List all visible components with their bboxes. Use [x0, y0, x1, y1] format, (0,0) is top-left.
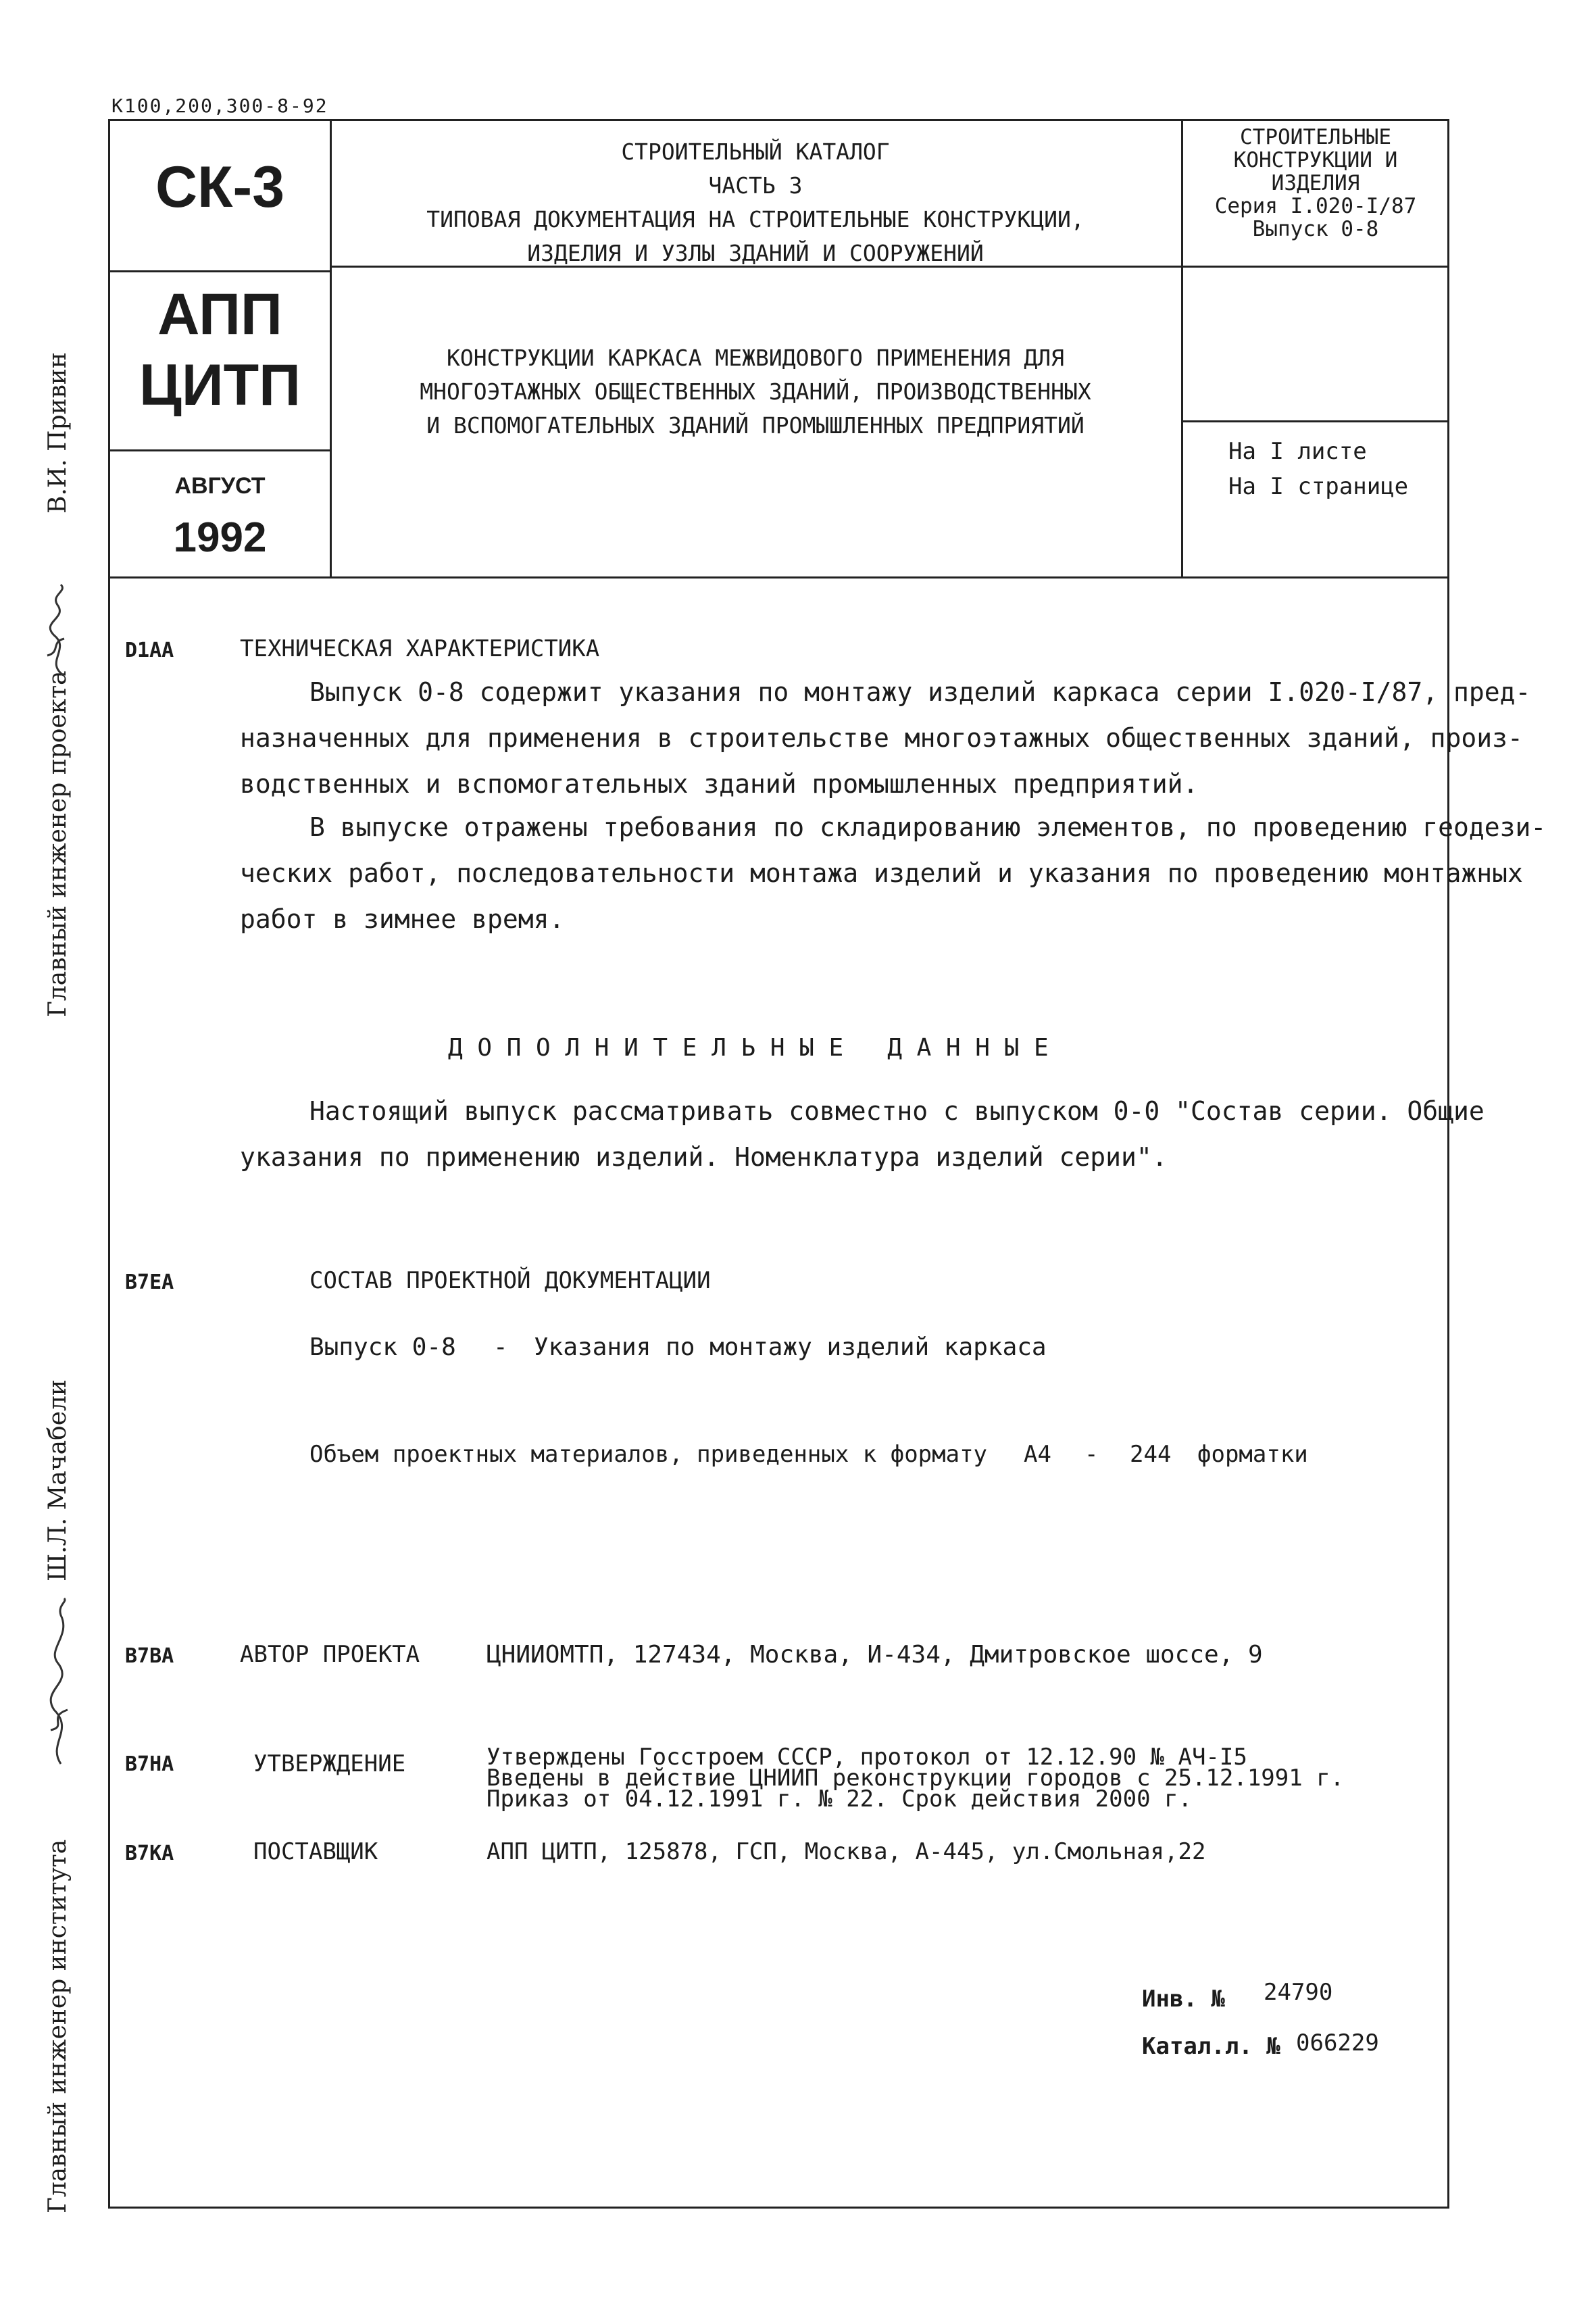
stamp-month: АВГУСТ — [174, 473, 266, 499]
section-code-supplier: В7КА — [125, 1842, 174, 1865]
title-line: И ВСПОМОГАТЕЛЬНЫХ ЗДАНИЙ ПРОМЫШЛЕННЫХ ПРЕДПРИЯТИЙ — [426, 412, 1084, 439]
section-code-approval: В7НА — [125, 1752, 174, 1776]
section-code-author: В7ВА — [125, 1644, 174, 1668]
frame-bottom — [108, 2207, 1449, 2209]
stamp-org-line2: ЦИТП — [139, 353, 301, 418]
sheets-line — [1181, 420, 1449, 422]
stamp-ck: СК-3 — [155, 155, 285, 220]
title-line: МНОГОЭТАЖНЫХ ОБЩЕСТВЕННЫХ ЗДАНИЙ, ПРОИЗВОДСТВЕННЫХ — [420, 378, 1091, 405]
text-line: Приказ от 04.12.1991 г. № 22. Срок действия 2000 г. — [487, 1786, 1192, 1813]
catalog-block — [332, 135, 1178, 270]
stamp-line-1 — [108, 270, 331, 272]
catalog-line: ТИПОВАЯ ДОКУМЕНТАЦИЯ НА СТРОИТЕЛЬНЫЕ КОНСТРУКЦИИ, — [426, 206, 1084, 232]
tech-heading: ТЕХНИЧЕСКАЯ ХАРАКТЕРИСТИКА — [240, 635, 600, 662]
stamp-org-line1: АПП — [157, 282, 282, 347]
side-label-chief-engineer-project: Главный инженер проекта — [44, 670, 72, 1017]
volume-format: А4 — [1024, 1441, 1051, 1468]
text-line: Настоящий выпуск рассматривать совместно с выпуском 0-0 "Состав серии. Общие — [309, 1096, 1485, 1126]
issue-description: Указания по монтажу изделий каркаса — [534, 1333, 1047, 1361]
catalog-line: СТРОИТЕЛЬНЫЙ КАТАЛОГ — [621, 139, 890, 165]
title-line: КОНСТРУКЦИИ КАРКАСА МЕЖВИДОВОГО ПРИМЕНЕНИЯ ДЛЯ — [447, 345, 1064, 371]
document-code: К100,200,300-8-92 — [111, 95, 328, 117]
inventory-number: 24790 — [1264, 1979, 1333, 2006]
volume-dash: - — [1084, 1441, 1099, 1468]
series-line: ИЗДЕЛИЯ — [1271, 171, 1360, 195]
sheets-count: На I листе — [1228, 438, 1367, 465]
catalog-sheet-label: Катал.л. № — [1142, 2033, 1280, 2060]
title-block — [332, 341, 1178, 443]
catalog-sheet-number: 066229 — [1296, 2029, 1379, 2057]
text-line: Введены в действие ЦНИИП реконструкции городов с 25.12.1991 г. — [487, 1765, 1345, 1792]
extra-paragraph — [240, 1088, 1485, 1180]
author-label: АВТОР ПРОЕКТА — [240, 1641, 420, 1668]
tech-paragraph-2 — [240, 804, 1546, 942]
text-line: назначенных для применения в строительстве многоэтажных общественных зданий, произ- — [240, 723, 1523, 753]
stamp-line-2 — [108, 449, 331, 451]
tech-paragraph-1 — [240, 669, 1530, 807]
series-line: Выпуск 0-8 — [1252, 217, 1379, 241]
text-line: ческих работ, последовательности монтажа изделий и указания по проведению монтажных — [240, 858, 1523, 888]
volume-unit: форматки — [1197, 1441, 1308, 1468]
signature-privin — [37, 581, 78, 683]
issue-label: Выпуск 0-8 — [309, 1333, 456, 1361]
issue-dash: - — [493, 1333, 508, 1361]
text-line: Выпуск 0-8 содержит указания по монтажу изделий каркаса серии I.020-I/87, пред- — [309, 677, 1531, 707]
supplier-label: ПОСТАВЩИК — [253, 1838, 378, 1865]
text-line: Утверждены Госстроем СССР, протокол от 12.12.90 № АЧ-I5 — [487, 1744, 1247, 1771]
text-line: работ в зимнее время. — [240, 904, 565, 934]
catalog-line: ИЗДЕЛИЯ И УЗЛЫ ЗДАНИЙ И СООРУЖЕНИЙ — [527, 240, 984, 266]
frame-top — [108, 119, 1449, 121]
volume-count: 244 — [1130, 1441, 1172, 1468]
header-bottom-line — [108, 576, 1449, 578]
frame-left — [108, 119, 110, 2209]
series-line: СТРОИТЕЛЬНЫЕ — [1240, 125, 1391, 149]
side-label-name-machabeli: Ш.Л. Мачабели — [44, 1379, 72, 1581]
volume-text: Объем проектных материалов, приведенных к формату — [309, 1441, 988, 1468]
composition-heading: СОСТАВ ПРОЕКТНОЙ ДОКУМЕНТАЦИИ — [309, 1267, 711, 1294]
side-label-name-privin: В.И. Привин — [44, 352, 72, 514]
series-line: Серия I.020-I/87 — [1214, 194, 1417, 218]
approval-text — [487, 1744, 1345, 1813]
catalog-line: ЧАСТЬ 3 — [708, 172, 803, 199]
header-divider-left — [330, 119, 332, 578]
pages-count: На I странице — [1228, 473, 1409, 500]
signature-machabeli — [37, 1595, 84, 1771]
stamp-year: 1992 — [173, 514, 267, 561]
approval-label: УТВЕРЖДЕНИЕ — [253, 1750, 406, 1777]
author-text: ЦНИИОМТП, 127434, Москва, И-434, Дмитровское шоссе, 9 — [487, 1641, 1263, 1669]
header-divider-right — [1181, 119, 1183, 578]
extra-heading: Д О П О Л Н И Т Е Л Ь Н Ы Е Д А Н Н Ы Е — [448, 1034, 1049, 1062]
supplier-text: АПП ЦИТП, 125878, ГСП, Москва, А-445, ул.Смольная,22 — [487, 1838, 1206, 1865]
section-code-tech: D1AA — [125, 639, 174, 662]
side-label-chief-engineer-institute: Главный инженер института — [44, 1839, 72, 2213]
inventory-label: Инв. № — [1142, 1986, 1225, 2013]
series-block — [1184, 126, 1447, 241]
text-line: В выпуске отражены требования по складированию элементов, по проведению геодези- — [309, 812, 1547, 842]
series-line: КОНСТРУКЦИИ И — [1233, 148, 1398, 172]
section-code-composition: В7ЕА — [125, 1271, 174, 1294]
text-line: указания по применению изделий. Номенклатура изделий серии". — [240, 1142, 1168, 1172]
text-line: водственных и вспомогательных зданий промышленных предприятий. — [240, 769, 1199, 799]
